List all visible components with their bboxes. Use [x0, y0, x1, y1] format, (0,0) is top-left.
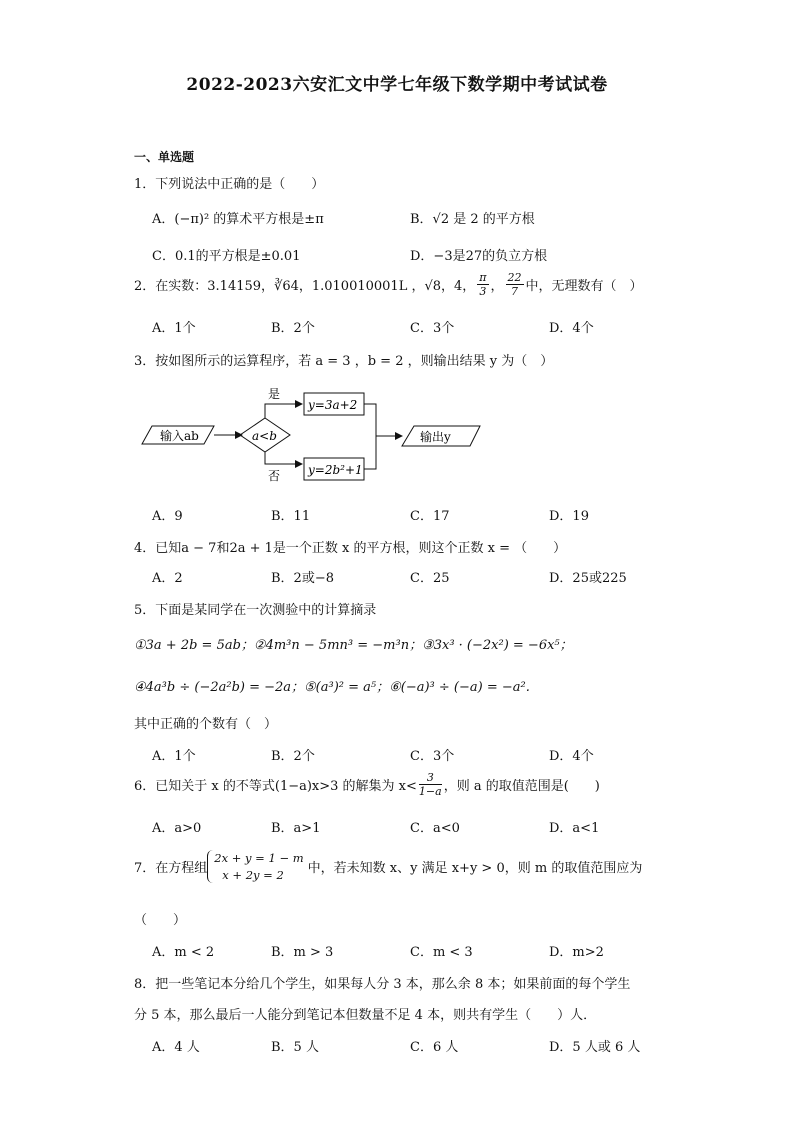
q4-option-c: C．25	[410, 571, 450, 586]
q8-option-c: C．6 人	[410, 1040, 459, 1055]
q5-expressions-line-2: ④4a³b ÷ (−2a²b) = −2a；⑤(a³)² = a⁵；⑥(−a)³ ÷ (−a) = −a².	[134, 680, 530, 695]
q4-option-b: B．2或−8	[271, 571, 334, 586]
question-6-stem	[134, 772, 600, 797]
q5-option-c: C．3个	[410, 749, 455, 764]
q5-option-d: D．4个	[549, 749, 594, 764]
q5-ask: 其中正确的个数有（ ）	[134, 717, 278, 732]
q2-option-c: C．3个	[410, 321, 455, 336]
question-4-stem: 4．已知a − 7和2a + 1是一个正数 x 的平方根，则这个正数 x = （ ）	[134, 541, 567, 556]
flow-no-label: 否	[268, 469, 281, 483]
q6-stem-pre: 6．已知关于 x 的不等式(1−a)x>3 的解集为 x<	[134, 779, 417, 794]
question-7-stem	[134, 850, 642, 883]
q6-fraction: $\frac{3}{1-a}$	[418, 771, 442, 798]
q6-option-d: D．a<1	[549, 821, 600, 836]
q5-option-a: A．1个	[152, 749, 196, 764]
q8-option-b: B．5 人	[271, 1040, 319, 1055]
q1-option-d: D．−3是27的负立方根	[410, 249, 548, 264]
q7-option-b: B．m > 3	[271, 945, 334, 960]
q6-option-c: C．a<0	[410, 821, 460, 836]
q8-option-a: A．4 人	[152, 1040, 200, 1055]
q3-option-a: A．9	[152, 509, 183, 524]
q7-option-a: A．m < 2	[152, 945, 215, 960]
question-8-line-2: 分 5 本，那么最后一人能分到笔记本但数量不足 4 本，则共有学生（ ）人．	[134, 1008, 597, 1023]
q7-equation-system	[207, 850, 307, 883]
question-2-stem: 2．在实数：3.14159，∛64，1.010010001L ，√8，4， $\frac{\pi}{3}$ ， $\frac{22}{7}$ 中，无理数有（ ）	[134, 271, 643, 298]
q2-option-d: D．4个	[549, 321, 594, 336]
q7-option-c: C．m < 3	[410, 945, 473, 960]
q2-fraction-pi-3: $\frac{\pi}{3}$	[479, 271, 487, 298]
q1-option-b: B．√2 是 2 的平方根	[410, 212, 535, 227]
q5-option-b: B．2个	[271, 749, 315, 764]
question-3-stem: 3．按如图所示的运算程序，若 a = 3 ，b = 2 ，则输出结果 y 为（ ）	[134, 354, 554, 369]
flowchart-diagram	[140, 382, 490, 492]
q3-option-d: D．19	[549, 509, 589, 524]
q8-option-d: D．5 人或 6 人	[549, 1040, 641, 1055]
q2-stem-post: 中，无理数有（ ）	[525, 279, 643, 294]
q6-option-a: A．a>0	[152, 821, 202, 836]
question-8-line-1: 8．把一些笔记本分给几个学生，如果每人分 3 本，那么余 8 本；如果前面的每个学生	[134, 977, 631, 992]
exam-title: 2022-2023六安汇文中学七年级下数学期中考试试卷	[186, 75, 608, 95]
q2-stem-pre: 2．在实数：3.14159，∛64，1.010010001L ，√8，4，	[134, 279, 476, 294]
q4-option-a: A．2	[152, 571, 183, 586]
q1-option-a: A．(−π)² 的算术平方根是±π	[152, 212, 324, 227]
q7-answer-paren: （ ）	[134, 913, 187, 928]
section-heading: 一、单选题	[134, 150, 195, 164]
flow-condition-label: a<b	[252, 429, 277, 443]
flow-box-no-label: y=2b²+1	[308, 463, 363, 477]
q6-stem-post: ，则 a 的取值范围是( )	[443, 779, 600, 794]
q2-option-a: A．1个	[152, 321, 196, 336]
q3-option-c: C．17	[410, 509, 450, 524]
q7-stem-pre: 7．在方程组	[134, 861, 208, 877]
q3-option-b: B．11	[271, 509, 311, 524]
q6-option-b: B．a>1	[271, 821, 321, 836]
q7-equation-1: 2x + y = 1 − m	[214, 851, 304, 865]
q5-expressions-line-1: ①3a + 2b = 5ab；②4m³n − 5mn³ = −m³n；③3x³ · (−2x²) = −6x⁵；	[134, 638, 573, 653]
q2-option-b: B．2个	[271, 321, 315, 336]
flow-box-yes-label: y=3a+2	[308, 398, 358, 412]
q2-fraction-22-7: $\frac{22}{7}$	[507, 271, 522, 298]
q1-option-c: C．0.1的平方根是±0.01	[152, 249, 301, 264]
flow-output-label: 输出y	[420, 430, 451, 444]
question-5-stem: 5．下面是某同学在一次测验中的计算摘录	[134, 603, 377, 618]
q7-stem-post: 中，若未知数 x、y 满足 x+y > 0，则 m 的取值范围应为	[307, 861, 643, 877]
flow-input-label: 输入ab	[160, 429, 199, 443]
q4-option-d: D．25或225	[549, 571, 627, 586]
flow-yes-label: 是	[268, 387, 281, 401]
question-1-stem: 1．下列说法中正确的是（ ）	[134, 177, 325, 192]
q7-equation-2: x + 2y = 2	[222, 867, 284, 882]
q7-option-d: D．m>2	[549, 945, 604, 960]
